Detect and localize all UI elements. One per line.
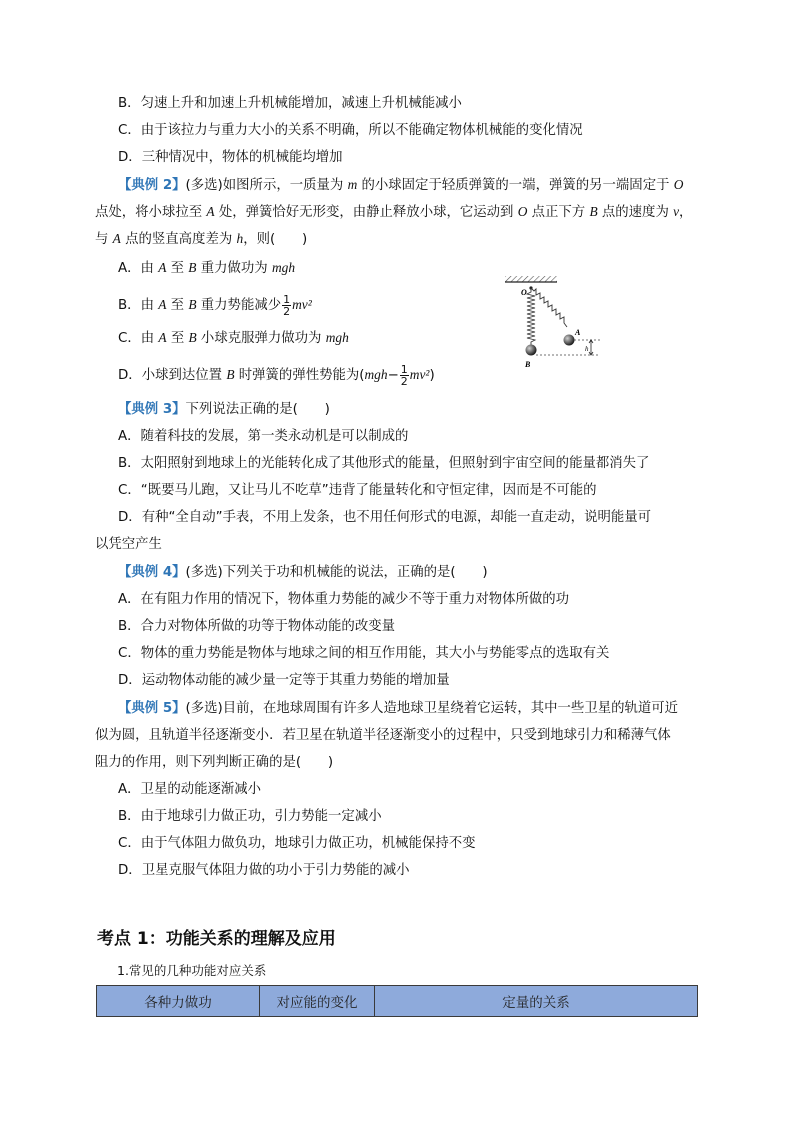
example-3-option-a: A．随着科技的发展，第一类永动机是可以制成的	[118, 429, 409, 444]
example-4-option-d: D．运动物体动能的减少量一定等于其重力势能的增加量	[118, 673, 450, 688]
example-5-option-d: D．卫星克服气体阻力做的功小于引力势能的减小	[118, 863, 410, 878]
var-v: v	[673, 204, 680, 219]
denominator: 2	[283, 304, 291, 318]
text: 至	[166, 331, 189, 346]
example-4-tag: 【典例 4】	[118, 565, 186, 580]
var-h: h	[236, 231, 244, 246]
example-5-tag: 【典例 5】	[118, 701, 186, 716]
var-b: B	[589, 204, 598, 219]
example-2-stem-line-1	[118, 175, 683, 195]
section-title: 考点 1：功能关系的理解及应用	[97, 929, 336, 949]
text: 点正下方	[527, 205, 590, 220]
text: ，则( )	[243, 232, 308, 247]
example-2-stem-line-3	[95, 229, 307, 249]
text: 的小球固定于轻质弹簧的一端，弹簧的另一端固定于	[357, 178, 674, 193]
text: (多选)如图所示，一质量为	[185, 178, 348, 193]
label-a: A	[575, 328, 581, 337]
text: 至	[166, 298, 189, 313]
diagonal-spring	[531, 288, 567, 327]
text: D．小球到达位置	[118, 368, 227, 383]
var-m: m	[347, 177, 358, 192]
fraction-one-half	[282, 294, 291, 317]
var-b: B	[188, 297, 197, 312]
text: (多选)下列关于功和机械能的说法，正确的是( )	[185, 565, 488, 580]
label-h: h	[585, 345, 589, 353]
function-energy-table	[96, 985, 698, 1017]
example-3-option-d-line-2: 以凭空产生	[95, 537, 162, 552]
text: )	[429, 368, 435, 383]
text: −	[387, 368, 399, 383]
section-subtitle: 1.常见的几种功能对应关系	[117, 963, 267, 978]
example-3-option-c: C．“既要马儿跑，又让马儿不吃草”违背了能量转化和守恒定律，因而是不可能的	[118, 483, 597, 498]
fraction-one-half	[400, 364, 409, 387]
ceiling-hatch	[505, 276, 557, 282]
expr-mgh: mgh	[271, 260, 296, 275]
var-a: A	[206, 204, 215, 219]
text: A．由	[118, 261, 159, 276]
example-4-stem	[118, 563, 488, 583]
table-header-force-work: 各种力做功	[97, 986, 260, 1017]
example-2-option-d	[118, 360, 435, 390]
example-5-option-c: C．由于气体阻力做负功，地球引力做正功，机械能保持不变	[118, 836, 476, 851]
text: 点的速度为	[597, 205, 674, 220]
numerator: 1	[400, 362, 408, 376]
var-o: O	[673, 177, 684, 192]
example-2-option-b	[118, 290, 312, 320]
q1-option-b: B．匀速上升和加速上升机械能增加，减速上升机械能减小	[118, 96, 462, 111]
text: B．由	[118, 298, 159, 313]
example-4-option-a: A．在有阻力作用的情况下，物体重力势能的减少不等于重力对物体所做的功	[118, 592, 570, 607]
ball-a	[564, 335, 575, 346]
example-3-option-b: B．太阳照射到地球上的光能转化成了其他形式的能量，但照射到宇宙空间的能量都消失了	[118, 456, 650, 471]
example-5-option-b: B．由于地球引力做正功，引力势能一定减小	[118, 809, 382, 824]
text: 与	[95, 232, 113, 247]
example-2-tag: 【典例 2】	[118, 178, 186, 193]
example-4-option-b: B．合力对物体所做的功等于物体动能的改变量	[118, 619, 395, 634]
table-header-quantitative-relation: 定量的关系	[375, 986, 698, 1017]
var-b: B	[188, 330, 197, 345]
example-5-stem-line-1	[118, 699, 678, 719]
example-3-stem	[118, 400, 330, 420]
example-3-option-d-line-1: D．有种“全自动”手表，不用上发条，也不用任何形式的电源，却能一直走动，说明能量可	[118, 510, 652, 525]
example-3-tag: 【典例 3】	[118, 402, 186, 417]
text: ，	[679, 205, 693, 220]
var-a: A	[158, 330, 167, 345]
text: 重力做功为	[196, 261, 272, 276]
var-a: A	[158, 260, 167, 275]
text: 处，弹簧恰好无形变，由静止释放小球，它运动到	[214, 205, 518, 220]
q1-option-d: D．三种情况中，物体的机械能均增加	[118, 150, 343, 165]
text: 小球克服弹力做功为	[196, 331, 326, 346]
text: 重力势能减少	[196, 298, 282, 313]
numerator: 1	[283, 292, 291, 306]
label-o: O	[521, 288, 527, 297]
q1-option-c: C．由于该拉力与重力大小的关系不明确，所以不能确定物体机械能的变化情况	[118, 123, 583, 138]
text: 下列说法正确的是( )	[185, 402, 330, 417]
text: (多选)目前，在地球周围有许多人造地球卫星绕着它运转，其中一些卫星的轨道可近	[185, 701, 679, 716]
example-5-option-a: A．卫星的动能逐渐减小	[118, 782, 262, 797]
table-header-energy-change: 对应能的变化	[260, 986, 375, 1017]
text: 时弹簧的弹性势能为(	[234, 368, 365, 383]
text: 点的竖直高度差为	[120, 232, 237, 247]
example-5-stem-line-3: 阻力的作用，则下列判断正确的是( )	[95, 755, 334, 770]
table-header-row	[97, 986, 698, 1017]
example-2-option-c	[118, 328, 349, 348]
ball-b	[526, 345, 537, 356]
var-o: O	[517, 204, 528, 219]
expr-mv2: mv²	[292, 297, 312, 312]
text: 点处，将小球拉至	[95, 205, 207, 220]
text: 至	[166, 261, 189, 276]
vertical-spring	[527, 288, 535, 345]
expr-mv2: mv²	[409, 367, 430, 382]
example-2-option-a	[118, 258, 295, 278]
var-b: B	[226, 367, 235, 382]
denominator: 2	[400, 374, 408, 388]
example-4-option-c: C．物体的重力势能是物体与地球之间的相互作用能，其大小与势能零点的选取有关	[118, 646, 610, 661]
var-a: A	[158, 297, 167, 312]
expr-mgh: mgh	[325, 330, 349, 345]
var-a: A	[112, 231, 121, 246]
var-b: B	[188, 260, 197, 275]
label-b: B	[525, 360, 531, 369]
example-2-stem-line-2	[95, 202, 692, 222]
text: C．由	[118, 331, 159, 346]
spring-pendulum-diagram	[505, 276, 615, 371]
example-5-stem-line-2: 似为圆，且轨道半径逐渐变小．若卫星在轨道半径逐渐变小的过程中，只受到地球引力和稀薄气体	[95, 728, 671, 743]
expr-mgh: mgh	[364, 367, 388, 382]
